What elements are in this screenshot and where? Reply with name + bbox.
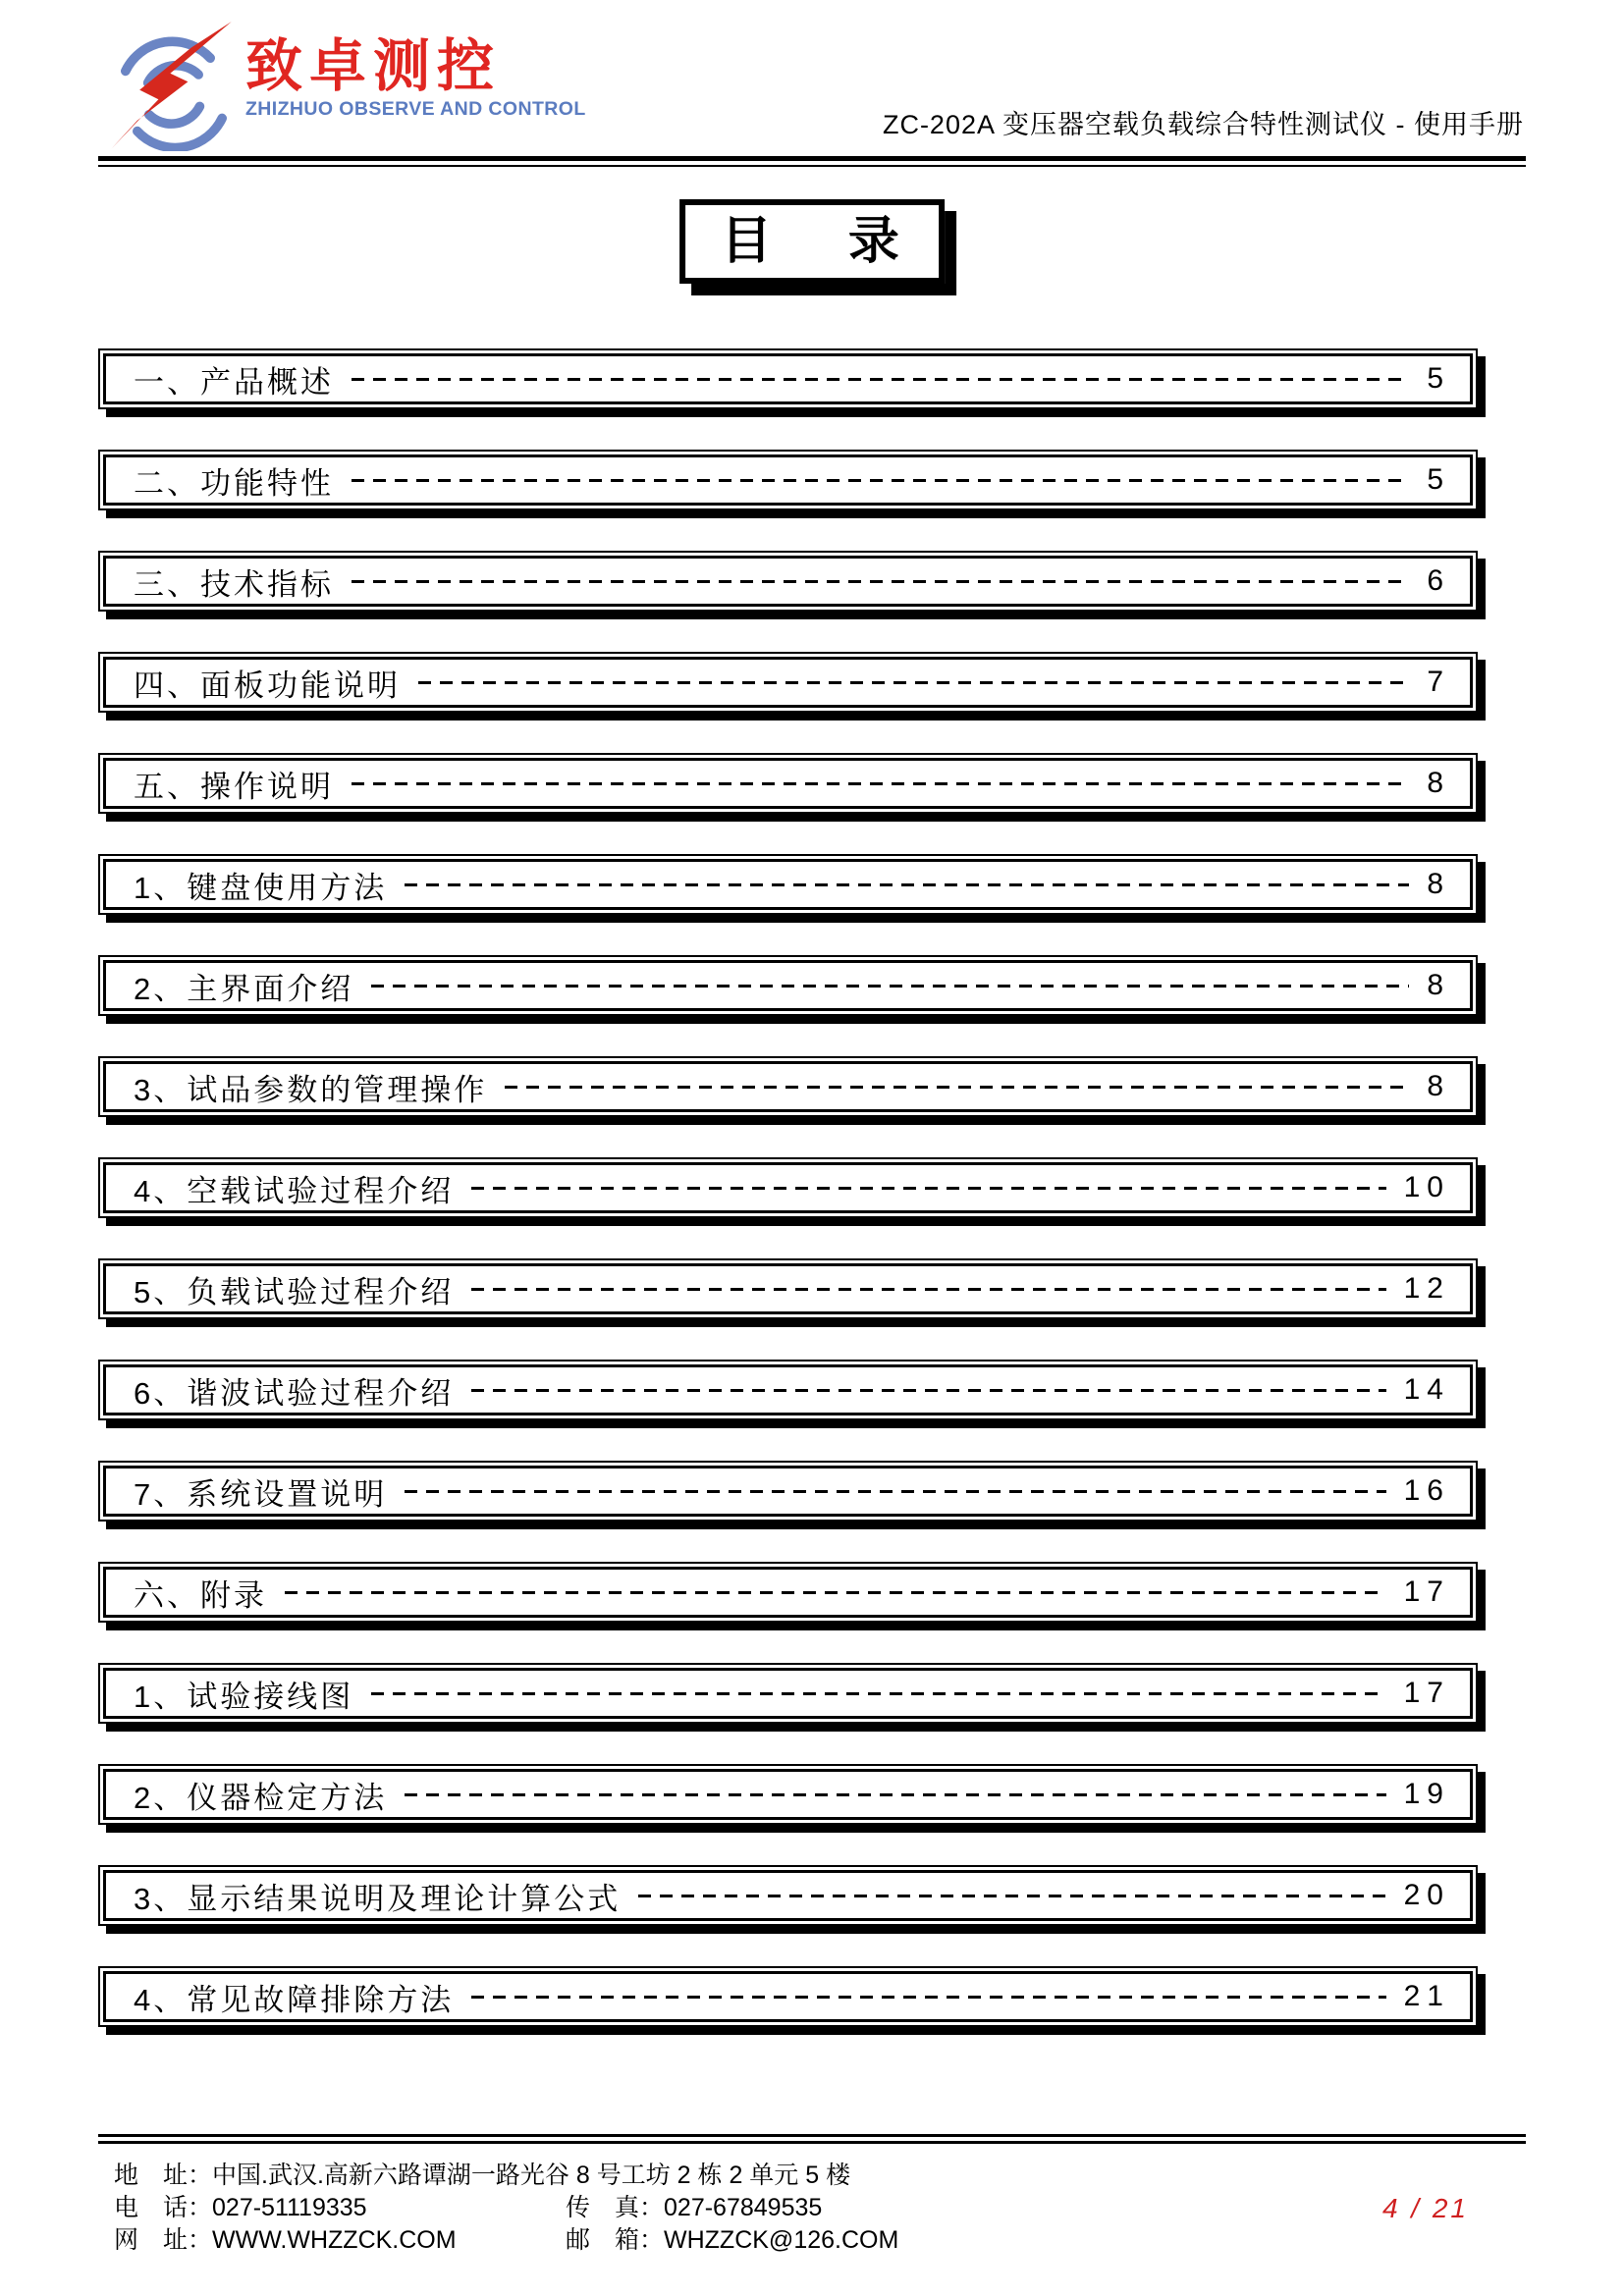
toc-entry-inner (103, 353, 1473, 404)
toc-dash-leader (405, 883, 1409, 886)
toc-entry-page-number: 16 (1403, 1474, 1450, 1507)
email-pair (566, 2224, 898, 2257)
toc-entry-inner (103, 1263, 1473, 1314)
email-value: WHZZCK@126.COM (664, 2226, 899, 2254)
toc-entry-page-number: 5 (1427, 463, 1450, 496)
footer-address-row (114, 2160, 898, 2192)
toc-entry-inner (103, 960, 1473, 1011)
page-footer (98, 2134, 1526, 2296)
footer-contact-block (114, 2160, 898, 2257)
toc-dash-leader (471, 1187, 1385, 1190)
zhizhuo-logo-icon (106, 22, 242, 151)
toc-entry-page-number: 8 (1427, 767, 1450, 799)
toc-entry-page-number: 8 (1427, 868, 1450, 900)
toc-entry (98, 753, 1478, 814)
toc-entry (98, 854, 1478, 915)
address-label: 地 址： (114, 2162, 213, 2189)
toc-entry (98, 1663, 1478, 1724)
toc-entry (98, 1966, 1478, 2027)
toc-entry (98, 652, 1478, 713)
document-title: ZC-202A 变压器空载负载综合特性测试仪 - 使用手册 (882, 110, 1524, 139)
fax-value: 027-67849535 (664, 2194, 823, 2221)
toc-entry-label: 二、功能特性 (134, 465, 334, 501)
phone-pair (114, 2192, 566, 2224)
toc-title-box (679, 199, 945, 284)
company-logo (106, 22, 586, 151)
toc-dash-leader (505, 1086, 1409, 1089)
toc-entry-inner (103, 1061, 1473, 1112)
phone-value: 027-51119335 (212, 2194, 367, 2221)
toc-dash-leader (405, 1793, 1385, 1796)
toc-entry-page-number: 17 (1403, 1677, 1450, 1709)
website-value: WWW.WHZZCK.COM (212, 2226, 457, 2254)
toc-entry (98, 1056, 1478, 1117)
toc-entry-label: 五、操作说明 (134, 769, 334, 804)
toc-entry-label: 5、负载试验过程介绍 (134, 1274, 455, 1309)
toc-entry-page-number: 17 (1403, 1575, 1450, 1608)
toc-entry-page-number: 6 (1427, 564, 1450, 597)
toc-entry-inner (103, 859, 1473, 910)
toc-entry-page-number: 7 (1427, 666, 1450, 698)
toc-entry-label: 1、试验接线图 (134, 1679, 354, 1714)
toc-entry-page-number: 12 (1403, 1272, 1450, 1305)
toc-entry (98, 1562, 1478, 1623)
toc-dash-leader (371, 985, 1409, 988)
toc-entry-label: 2、主界面介绍 (134, 971, 354, 1006)
footer-divider-line (98, 2134, 1526, 2144)
toc-entry-inner (103, 1567, 1473, 1618)
email-label: 邮 箱： (566, 2226, 665, 2254)
header-divider-line (98, 156, 1526, 167)
toc-entry-page-number: 14 (1403, 1373, 1450, 1406)
logo-chinese-text: 致卓测控 (245, 34, 502, 98)
toc-dash-leader (285, 1591, 1386, 1594)
toc-entry-label: 3、试品参数的管理操作 (134, 1072, 488, 1107)
toc-entry (98, 551, 1478, 612)
toc-entry-label: 4、空载试验过程介绍 (134, 1173, 455, 1208)
toc-entry (98, 1258, 1478, 1319)
logo-text-block (245, 22, 586, 121)
fax-label: 传 真： (566, 2194, 665, 2221)
toc-entry-label: 1、键盘使用方法 (134, 870, 388, 905)
toc-entry-inner (103, 1466, 1473, 1517)
page-number-indicator: 4 / 21 (1381, 2193, 1469, 2223)
footer-phone-fax-row (114, 2192, 898, 2224)
toc-entry-inner (103, 657, 1473, 708)
toc-entry-page-number: 20 (1403, 1879, 1450, 1911)
toc-entry-inner (103, 758, 1473, 809)
toc-dash-leader (352, 580, 1409, 583)
toc-entry-inner (103, 454, 1473, 506)
toc-entry-label: 一、产品概述 (134, 364, 334, 400)
toc-dash-leader (352, 782, 1409, 785)
toc-entry (98, 1157, 1478, 1218)
toc-entry (98, 1360, 1478, 1420)
toc-dash-leader (471, 1389, 1385, 1392)
toc-entry-label: 2、仪器检定方法 (134, 1780, 388, 1815)
toc-entry-page-number: 19 (1403, 1778, 1450, 1810)
toc-dash-leader (371, 1692, 1385, 1695)
phone-label: 电 话： (114, 2194, 213, 2221)
toc-dash-leader (471, 1288, 1385, 1291)
toc-entry (98, 450, 1478, 510)
toc-entry (98, 1461, 1478, 1522)
toc-entry-inner (103, 556, 1473, 607)
toc-entry-inner (103, 1162, 1473, 1213)
toc-entry-page-number: 8 (1427, 969, 1450, 1001)
toc-entry-inner (103, 1870, 1473, 1921)
toc-dash-leader (352, 479, 1409, 482)
toc-entry (98, 1764, 1478, 1825)
toc-entry-page-number: 5 (1427, 362, 1450, 395)
toc-entry (98, 955, 1478, 1016)
toc-entry-label: 3、显示结果说明及理论计算公式 (134, 1881, 622, 1916)
logo-english-text: ZHIZHUO OBSERVE AND CONTROL (245, 98, 586, 120)
toc-dash-leader (352, 378, 1409, 381)
toc-entry-label: 六、附录 (134, 1577, 267, 1613)
toc-entry-label: 7、系统设置说明 (134, 1476, 388, 1512)
toc-entry (98, 1865, 1478, 1926)
toc-entry-page-number: 8 (1427, 1070, 1450, 1102)
website-label: 网 址： (114, 2226, 213, 2254)
toc-entry-inner (103, 1769, 1473, 1820)
toc-entry-label: 4、常见故障排除方法 (134, 1982, 455, 2017)
toc-dash-leader (405, 1490, 1385, 1493)
website-pair (114, 2224, 566, 2257)
toc-dash-leader (418, 681, 1409, 684)
fax-pair (566, 2192, 822, 2224)
toc-entry-page-number: 21 (1403, 1980, 1450, 2012)
toc-list (98, 348, 1478, 2067)
toc-entry-label: 四、面板功能说明 (134, 667, 401, 703)
toc-entry-label: 6、谐波试验过程介绍 (134, 1375, 455, 1411)
toc-entry-page-number: 10 (1403, 1171, 1450, 1203)
toc-entry-label: 三、技术指标 (134, 566, 334, 602)
address-value: 中国.武汉.高新六路谭湖一路光谷 8 号工坊 2 栋 2 单元 5 楼 (212, 2162, 851, 2189)
toc-entry-inner (103, 1971, 1473, 2022)
toc-entry-inner (103, 1364, 1473, 1415)
toc-entry (98, 348, 1478, 409)
toc-title-text: 目 录 (721, 213, 903, 270)
footer-web-email-row (114, 2224, 898, 2257)
toc-dash-leader (471, 1996, 1385, 1999)
page-header (98, 0, 1526, 167)
toc-dash-leader (638, 1895, 1385, 1897)
toc-entry-inner (103, 1668, 1473, 1719)
